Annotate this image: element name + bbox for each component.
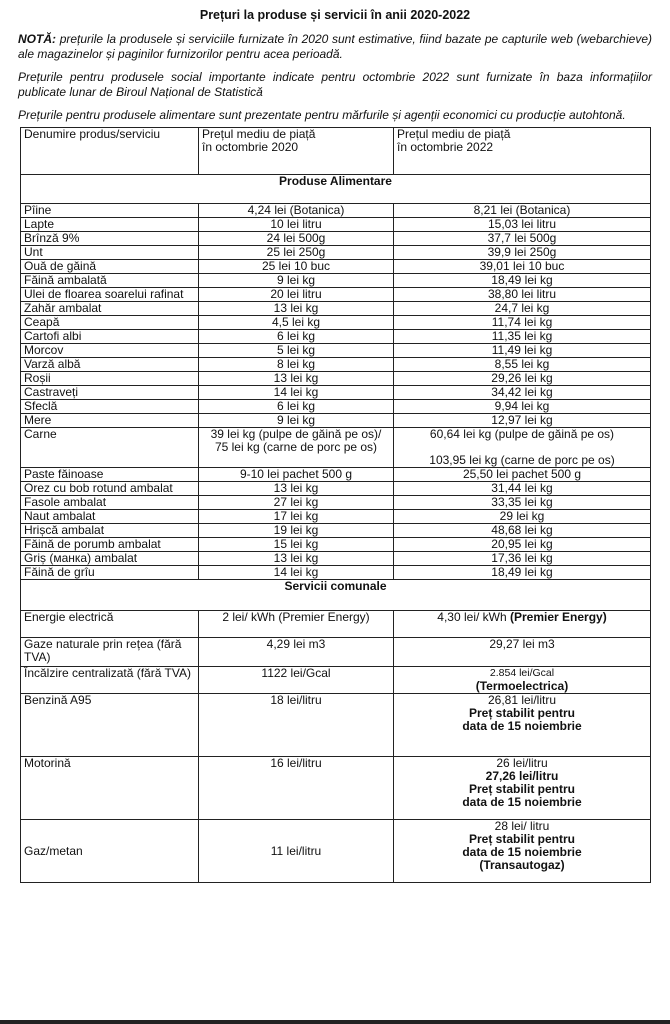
cell-product: Hrișcă ambalat [21,524,199,538]
cell-price-2022: 39,01 lei 10 buc [394,260,651,274]
cell-price-2022: 37,7 lei 500g [394,232,651,246]
table-row [21,288,651,302]
cell-price-2022: 31,44 lei kg [394,482,651,496]
cell-price-2022 [394,428,651,468]
cell-product [21,820,199,883]
cell-price-2022: 24,7 lei kg [394,302,651,316]
cell-price-2020: 20 lei litru [199,288,394,302]
table-row [21,566,651,580]
table-row [21,400,651,414]
cell-price-2020: 17 lei kg [199,510,394,524]
cell-product: Făină de grîu [21,566,199,580]
note-paragraph [18,70,652,100]
table-row [21,358,651,372]
table-row [21,274,651,288]
section-title-services: Servicii comunale [21,580,651,611]
cell-price-2020: 15 lei kg [199,538,394,552]
table-row [21,260,651,274]
price-line: 27,26 lei/litru [485,769,559,783]
cell-price-2020: 2 lei/ kWh (Premier Energy) [199,611,394,638]
table-row [21,538,651,552]
table-row [21,232,651,246]
cell-price-2022: 15,03 lei litru [394,218,651,232]
cell-price-2022: 29 lei kg [394,510,651,524]
cell-product: Făină de porumb ambalat [21,538,199,552]
cell-price-2020: 16 lei/litru [199,757,394,820]
cell-price-2022: 20,95 lei kg [394,538,651,552]
price-note: Preț stabilit pentru [468,782,575,796]
table-row [21,218,651,232]
cell-price-2020 [199,820,394,883]
cell-price-2020: 5 lei kg [199,344,394,358]
price-line: 26,81 lei/litru [487,693,557,707]
price-line: 60,64 lei kg (pulpe de găină pe os) [429,427,615,441]
cell-product: Energie electrică [21,611,199,638]
cell-price-2020: 1122 lei/Gcal [199,667,394,694]
cell-price-2020 [199,428,394,468]
cell-product: Morcov [21,344,199,358]
cell-price-2020: 4,29 lei m3 [199,638,394,667]
cell-product: Ceapă [21,316,199,330]
cell-product: Mere [21,414,199,428]
cell-price-2022: 33,35 lei kg [394,496,651,510]
cell-price-2022: 18,49 lei kg [394,274,651,288]
note-text: Prețurile pentru produsele social importante indicate pentru octombrie 2022 sunt furnizate în baza informațiilor publicate lunar de Biroul Național de Statistică [18,70,652,99]
cell-price-2020: 9 lei kg [199,274,394,288]
cell-price-2022 [394,667,651,694]
cell-product: Roșii [21,372,199,386]
cell-price-2022 [394,820,651,883]
price-note: Preț stabilit pentru [468,706,575,720]
price-line: 4,30 lei/ kWh [437,610,510,624]
provider-label: (Termoelectrica) [475,679,569,693]
product-label: Gaz/metan [24,843,83,858]
price-line: 39 lei kg (pulpe de găină pe os)/ [210,427,382,441]
section-title-food: Produse Alimentare [21,175,651,204]
price-line: 11 lei/litru [270,843,322,858]
table-row-gaze [21,638,651,667]
price-line: 75 lei kg (carne de porc pe os) [214,440,378,454]
cell-product: Făină ambalată [21,274,199,288]
cell-product: Varză albă [21,358,199,372]
table-row [21,482,651,496]
table-row [21,552,651,566]
cell-product: Paste făinoase [21,468,199,482]
table-row [21,246,651,260]
cell-product: Ouă de găină [21,260,199,274]
note-label: NOTĂ: [18,32,56,46]
cell-price-2020: 9 lei kg [199,414,394,428]
cell-price-2022: 9,94 lei kg [394,400,651,414]
cell-product: Sfeclă [21,400,199,414]
cell-product: Pîine [21,204,199,218]
cell-product: Fasole ambalat [21,496,199,510]
cell-price-2022 [394,694,651,757]
price-line: 26 lei/litru [496,756,548,770]
section-row-services [21,580,651,611]
cell-price-2022: 11,49 lei kg [394,344,651,358]
cell-product: Benzină A95 [21,694,199,757]
table-row [21,386,651,400]
table-row [21,372,651,386]
header-price-2020: Prețul mediu de piață în octombrie 2020 [199,128,394,175]
cell-product: Cartofi albi [21,330,199,344]
cell-price-2022: 34,42 lei kg [394,386,651,400]
header-price-2022: Prețul mediu de piață în octombrie 2022 [394,128,651,175]
table-header-row [21,128,651,175]
cell-product: Ulei de floarea soarelui rafinat [21,288,199,302]
cell-price-2022: 39,9 lei 250g [394,246,651,260]
cell-price-2022 [394,611,651,638]
price-note: Preț stabilit pentru [468,832,575,846]
cell-product: Castraveți [21,386,199,400]
table-row-motorina [21,757,651,820]
cell-price-2020: 6 lei kg [199,400,394,414]
cell-price-2020: 24 lei 500g [199,232,394,246]
cell-price-2022: 11,74 lei kg [394,316,651,330]
cell-price-2020: 19 lei kg [199,524,394,538]
cell-price-2022: 8,21 lei (Botanica) [394,204,651,218]
table-row-benzina [21,694,651,757]
price-table [20,127,651,883]
table-row [21,414,651,428]
note-text: Prețurile pentru produsele alimentare sunt prezentate pentru mărfurile și agenții economici cu producție autohtonă. [18,108,626,122]
cell-price-2020: 18 lei/litru [199,694,394,757]
table-row [21,468,651,482]
note-paragraph [18,32,652,62]
cell-price-2020: 27 lei kg [199,496,394,510]
cell-price-2020: 13 lei kg [199,372,394,386]
table-row [21,510,651,524]
cell-price-2020: 4,5 lei kg [199,316,394,330]
price-line: 28 lei/ litru [494,819,550,833]
table-row [21,302,651,316]
cell-product: Carne [21,428,199,468]
cell-price-2020: 25 lei 10 buc [199,260,394,274]
cell-product: Zahăr ambalat [21,302,199,316]
table-row-carne [21,428,651,468]
cell-product: Unt [21,246,199,260]
cell-price-2020: 9-10 lei pachet 500 g [199,468,394,482]
cell-price-2022: 48,68 lei kg [394,524,651,538]
cell-price-2020: 13 lei kg [199,302,394,316]
cell-price-2022: 29,27 lei m3 [394,638,651,667]
cell-price-2022: 38,80 lei litru [394,288,651,302]
cell-price-2020: 25 lei 250g [199,246,394,260]
price-note: data de 15 noiembrie [462,845,582,859]
cell-product: Gaze naturale prin rețea (fără TVA) [21,638,199,667]
cell-price-2022: 12,97 lei kg [394,414,651,428]
cell-product: Orez cu bob rotund ambalat [21,482,199,496]
cell-product: Lapte [21,218,199,232]
cell-product: Naut ambalat [21,510,199,524]
cell-price-2022: 11,35 lei kg [394,330,651,344]
cell-price-2022: 29,26 lei kg [394,372,651,386]
cell-product: Motorină [21,757,199,820]
table-row-energie [21,611,651,638]
cell-price-2020: 10 lei litru [199,218,394,232]
cell-price-2020: 14 lei kg [199,386,394,400]
cell-price-2022: 25,50 lei pachet 500 g [394,468,651,482]
cell-product: Brînză 9% [21,232,199,246]
table-row [21,496,651,510]
price-line: 103,95 lei kg (carne de porc pe os) [429,453,615,467]
cell-product: Încălzire centralizată (fără TVA) [21,667,199,694]
table-row-gaz [21,820,651,883]
provider-label: (Premier Energy) [510,610,607,624]
table-row-incalzire [21,667,651,694]
provider-label: (Transautogaz) [479,858,565,872]
cell-price-2020: 6 lei kg [199,330,394,344]
price-line: 2.854 lei/Gcal [489,667,555,679]
page-bottom-border [0,1020,670,1024]
cell-price-2022: 17,36 lei kg [394,552,651,566]
price-note: data de 15 noiembrie [462,795,582,809]
section-row-food [21,175,651,204]
table-row [21,330,651,344]
table-row [21,524,651,538]
cell-price-2020: 13 lei kg [199,552,394,566]
header-product: Denumire produs/serviciu [21,128,199,175]
cell-price-2022: 8,55 lei kg [394,358,651,372]
note-text: prețurile la produsele și serviciile furnizate în 2020 sunt estimative, fiind bazate pe capturile web (webarchieve) ale magazinelor și paginilor furnizorilor pentru acea perioadă. [18,32,652,61]
price-note: data de 15 noiembrie [462,719,582,733]
table-row [21,204,651,218]
cell-product: Griș (манка) ambalat [21,552,199,566]
note-paragraph [18,108,652,123]
table-row [21,344,651,358]
cell-price-2020: 13 lei kg [199,482,394,496]
cell-price-2020: 4,24 lei (Botanica) [199,204,394,218]
document-title: Prețuri la produse și servicii în anii 2020-2022 [199,8,471,22]
cell-price-2022 [394,757,651,820]
table-row [21,316,651,330]
cell-price-2022: 18,49 lei kg [394,566,651,580]
cell-price-2020: 8 lei kg [199,358,394,372]
cell-price-2020: 14 lei kg [199,566,394,580]
